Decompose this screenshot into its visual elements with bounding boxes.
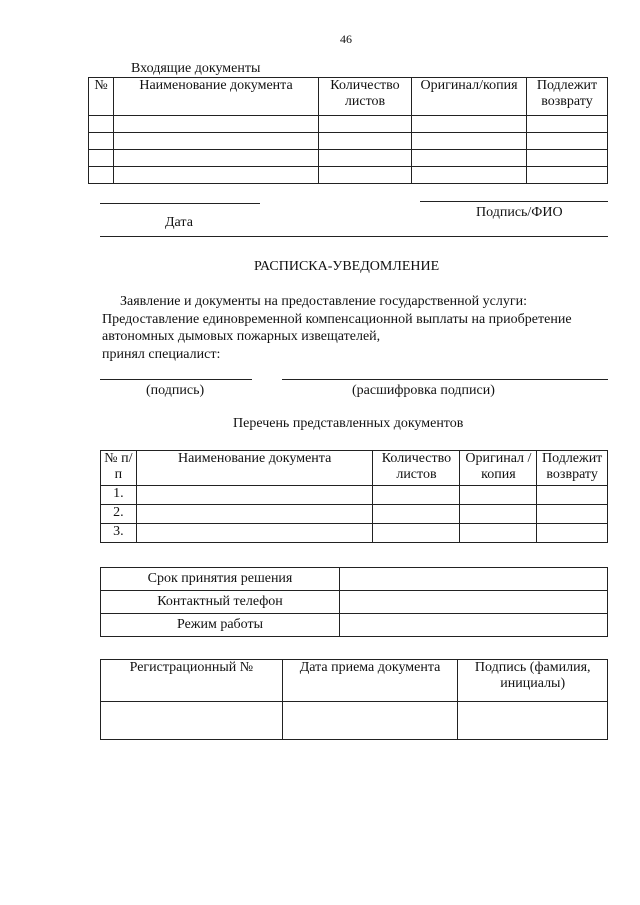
table-row [89,167,608,184]
table-row [89,116,608,133]
info-label: Контактный телефон [101,591,340,614]
incoming-table [88,77,608,184]
sign-label: Подпись/ФИО [476,205,563,220]
row-number: 3. [101,524,137,543]
col-original: Оригинал/копия [412,78,527,116]
col-return: Подлежит возврату [537,451,608,486]
receipt-line3: автономных дымовых пожарных извещателей, [102,329,381,344]
table-row [89,150,608,167]
list-title: Перечень представленных документов [233,416,464,431]
specialist-sign-line [100,379,252,380]
row-number: 1. [101,486,137,505]
table-row [101,505,608,524]
col-count: Количество листов [373,451,460,486]
registration-table [100,659,608,740]
col-name: Наименование документа [114,78,319,116]
col-signature: Подпись (фамилия, инициалы) [458,660,608,702]
table-row [101,591,608,614]
col-count: Количество листов [319,78,412,116]
col-number: № п/п [101,451,137,486]
sign-caption: (подпись) [146,383,205,398]
date-label: Дата [165,215,193,230]
table-row [101,486,608,505]
receipt-line4: принял специалист: [102,347,221,362]
table-row [89,133,608,150]
row-number: 2. [101,505,137,524]
decode-caption: (расшифровка подписи) [352,383,495,398]
table-row [101,568,608,591]
signature-line [420,201,608,202]
date-line [100,203,260,204]
table-row [101,702,608,740]
col-original: Оригинал /копия [460,451,537,486]
page-number: 46 [340,32,352,46]
col-return: Подлежит возврату [527,78,608,116]
col-name: Наименование документа [136,451,373,486]
receipt-line1: Заявление и документы на предоставление государственной услуги: [120,294,527,309]
specialist-decode-line [282,379,608,380]
receipt-title: РАСПИСКА-УВЕДОМЛЕНИЕ [254,259,440,274]
col-reg-number: Регистрационный № [101,660,283,702]
col-number: № [89,78,114,116]
info-table [100,567,608,637]
info-label: Режим работы [101,614,340,637]
incoming-title: Входящие документы [131,61,261,76]
receipt-line2: Предоставление единовременной компенсационной выплаты на приобретение [102,312,572,327]
table-row [101,614,608,637]
divider-line [100,236,608,237]
table-row [101,524,608,543]
col-receive-date: Дата приема документа [282,660,458,702]
documents-table [100,450,608,543]
info-label: Срок принятия решения [101,568,340,591]
